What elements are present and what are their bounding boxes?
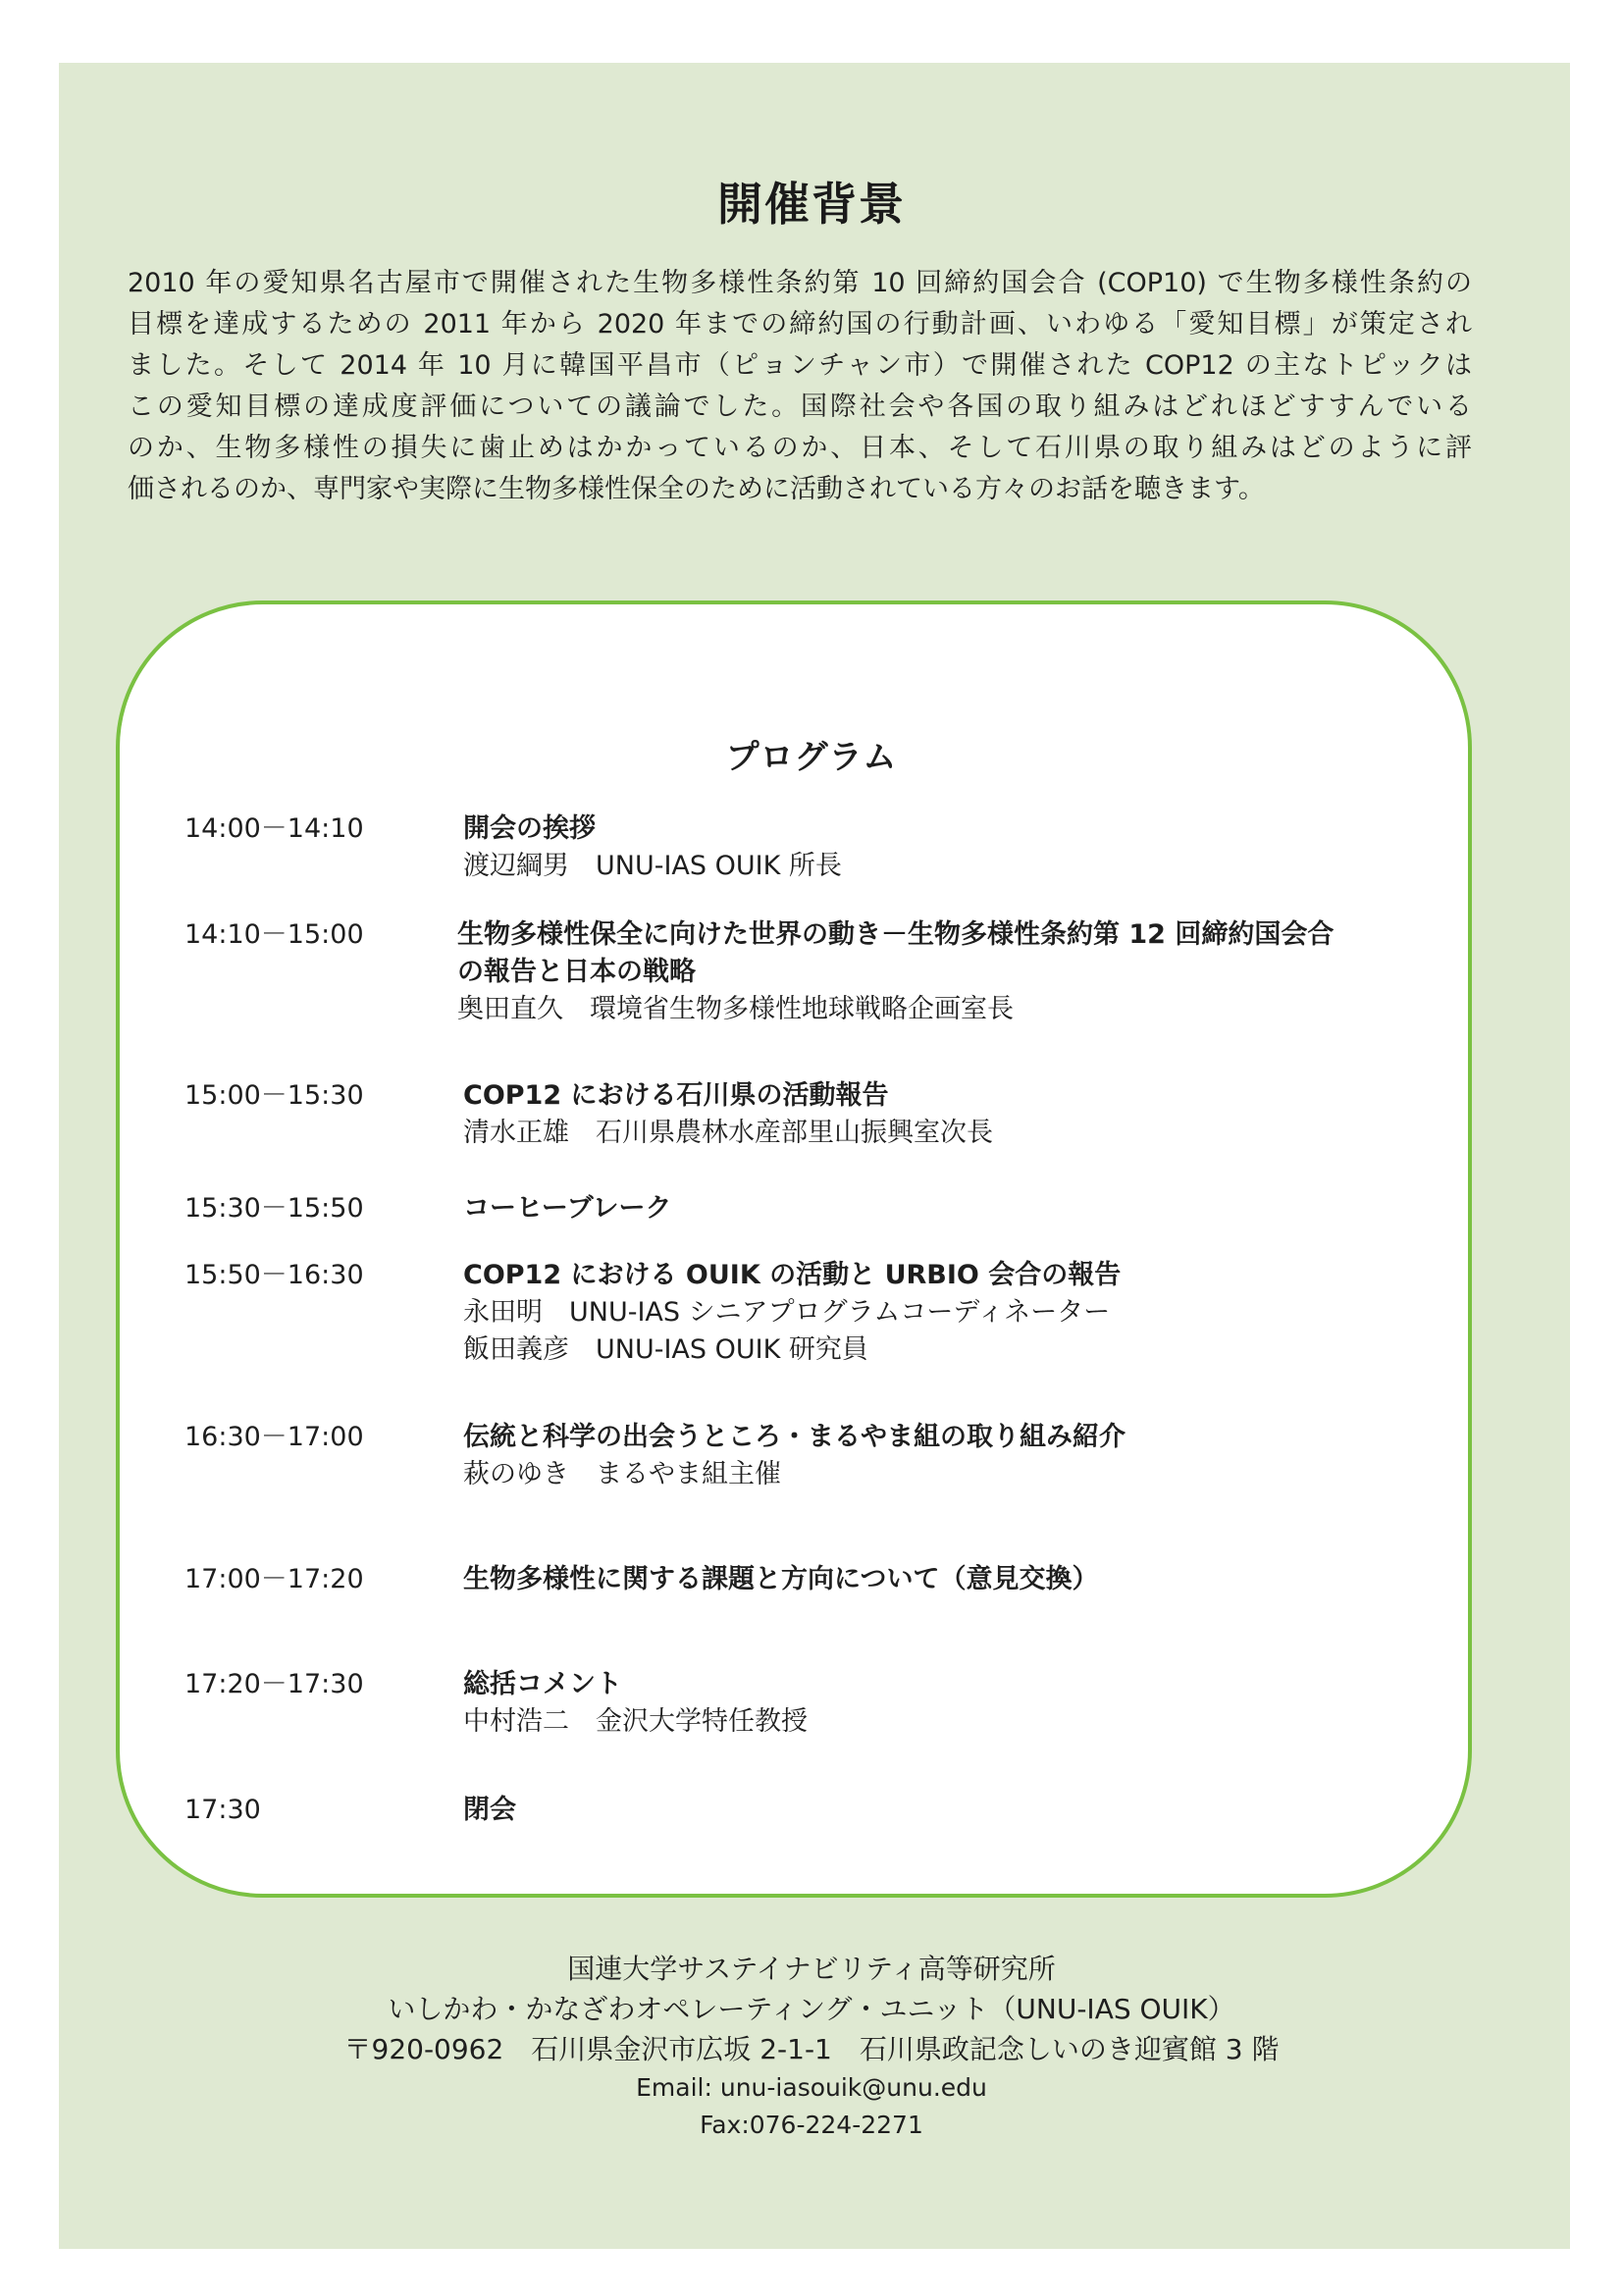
background-line: 価されるのか、専門家や実際に生物多様性保全のために活動されている方々のお話を聴きます。 <box>128 474 1265 504</box>
program-item-title: 生物多様性に関する課題と方向について（意見交換） <box>463 1564 1099 1594</box>
footer-org: 国連大学サステイナビリティ高等研究所 <box>567 1953 1056 1985</box>
program-time: 15:50－16:30 <box>184 1260 364 1290</box>
program-item-title: コーヒーブレーク <box>463 1193 672 1224</box>
program-time: 16:30－17:00 <box>184 1422 364 1452</box>
program-content <box>463 1257 1444 1369</box>
background-line: 目標を達成するための 2011 年から 2020 年までの締約国の行動計画、いわゆる「愛知目標」が策定され <box>128 309 1472 339</box>
program-time: 17:20－17:30 <box>184 1669 364 1699</box>
program-content <box>463 810 1444 885</box>
program-speaker: 飯田義彦 UNU-IAS OUIK 研究員 <box>463 1334 868 1365</box>
program-content <box>463 1666 1444 1741</box>
footer-fax: Fax:076-224-2271 <box>700 2111 923 2139</box>
program-time: 17:00－17:20 <box>184 1564 364 1594</box>
program-content <box>463 1077 1444 1152</box>
program-speaker: 清水正雄 石川県農林水産部里山振興室次長 <box>463 1118 993 1148</box>
program-item-title: 伝統と科学の出会うところ・まるやま組の取り組み紹介 <box>463 1422 1126 1452</box>
program-item-title: COP12 における OUIK の活動と URBIO 会合の報告 <box>463 1260 1122 1290</box>
footer-address: 〒920-0962 石川県金沢市広坂 2-1-1 石川県政記念しいのき迎賓館 3 階 <box>343 2033 1280 2065</box>
background-title: 開催背景 <box>717 178 906 231</box>
program-speaker: 奥田直久 環境省生物多様性地球戦略企画室長 <box>457 994 1014 1024</box>
footer-contact <box>0 1949 1623 2144</box>
footer-unit: いしかわ・かなざわオペレーティング・ユニット（UNU-IAS OUIK） <box>388 1993 1235 2025</box>
program-item-title: 開会の挨拶 <box>463 813 596 844</box>
background-paragraph <box>128 263 1472 510</box>
footer-email: Email: unu-iasouik@unu.edu <box>636 2073 987 2102</box>
program-item-title: の報告と日本の戦略 <box>457 957 696 987</box>
program-speaker: 萩のゆき まるやま組主催 <box>463 1459 781 1489</box>
program-content <box>457 916 1439 1028</box>
program-item-title: 生物多様性保全に向けた世界の動き－生物多様性条約第 12 回締約国会合 <box>457 919 1335 950</box>
program-item-title: 総括コメント <box>463 1669 622 1699</box>
program-content <box>463 1419 1444 1493</box>
program-time: 17:30 <box>184 1795 261 1825</box>
program-item-title: 閉会 <box>463 1795 516 1825</box>
program-time: 14:00－14:10 <box>184 813 364 844</box>
background-line: のか、生物多様性の損失に歯止めはかかっているのか、日本、そして石川県の取り組みはどのように評 <box>128 433 1472 463</box>
program-content <box>463 1190 1444 1227</box>
program-speaker: 永田明 UNU-IAS シニアプログラムコーディネーター <box>463 1297 1111 1328</box>
program-time: 15:00－15:30 <box>184 1080 364 1111</box>
program-speaker: 渡辺綱男 UNU-IAS OUIK 所長 <box>463 851 842 881</box>
program-content <box>463 1792 1444 1829</box>
program-time: 15:30－15:50 <box>184 1193 364 1224</box>
program-item-title: COP12 における石川県の活動報告 <box>463 1080 889 1111</box>
program-speaker: 中村浩二 金沢大学特任教授 <box>463 1706 808 1737</box>
background-line: 2010 年の愛知県名古屋市で開催された生物多様性条約第 10 回締約国会合 (COP10) で生物多様性条約の <box>128 268 1472 298</box>
background-line: ました。そして 2014 年 10 月に韓国平昌市（ピョンチャン市）で開催された COP12 の主なトピックは <box>128 350 1472 381</box>
program-time: 14:10－15:00 <box>184 919 364 950</box>
program-title: プログラム <box>725 738 898 777</box>
background-line: この愛知目標の達成度評価についての議論でした。国際社会や各国の取り組みはどれほどすすんでいる <box>128 391 1472 422</box>
program-content <box>463 1561 1444 1598</box>
